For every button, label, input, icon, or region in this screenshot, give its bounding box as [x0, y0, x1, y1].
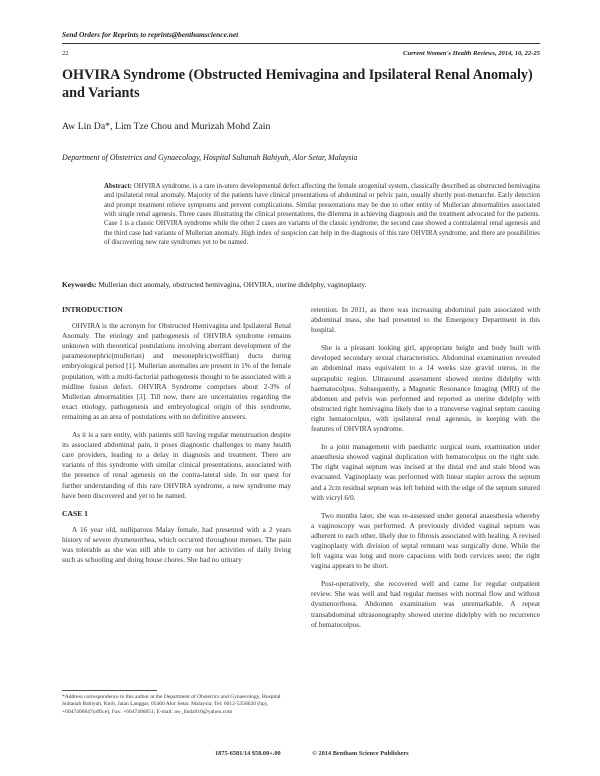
correspondence-footnote: *Address correspondence to this author at the Department of Obstetrics and Gynaecology, Hospital Sultanah Bahiyah, Km6, Jalan Langgar, 05460 Alor Setar, Malaysia; Tel: 6012-5358620 (hp), +6047406847(office); Fax: +6047406851; E-mail: aw_linda910@yahoo.com — [62, 694, 281, 715]
affiliation: Department of Obstetrics and Gynaecology, Hospital Sultanah Bahiyah, Alor Setar, Malaysia — [62, 153, 358, 162]
abstract-label: Abstract: — [104, 183, 132, 190]
page-footer — [215, 750, 439, 757]
abstract — [104, 182, 540, 247]
page-number: 22 — [62, 50, 69, 57]
case-paragraph-3: She is a pleasant looking girl, appropriate height and body built with developed secondary sexual characteristics. Abdominal examination revealed an abdominal mass equivalent to a 14 weeks size gravid uterus, in the suprapubic region. Ultrasound assessment showed uterine didelphy with haematocolpus. Subsequently, a Magnetic Resonance Imaging (MRI) of the abdomen and pelvis was performed and reported as uterine didelphy with obstructed right hemivagina likely due to a transverse vaginal septum causing right hematocolpus, with ipsilateral renal agenesis, in keeping with the features of OHVIRA syndrome. — [311, 344, 540, 434]
intro-paragraph-2: As it is a rare entity, with patients still having regular menstruation despite its associated abdominal pain, it poses diagnostic challenges to many health care providers, leading to a delay in diagnosis and treatment. There are variants of this syndrome with similar clinical presentations, associated with the presence of renal agenesis on the contra-lateral side. In our quest for further understanding of this rare OHVIRA syndrome, a new syndrome may have been discovered and yet to be named. — [62, 431, 291, 500]
issn-price: 1875-6581/14 $58.00+.00 — [215, 750, 281, 757]
footnote-rule — [62, 690, 157, 691]
copyright: © 2014 Bentham Science Publishers — [312, 750, 409, 757]
authors: Aw Lin Da*, Lim Tze Chou and Murizah Mohd Zain — [62, 121, 271, 132]
case-paragraph-5: Two months later, she was re-assessed under general anaesthesia whereby a vaginoscopy was performed. A previously divided vaginal septum was adherent to each other, likely due to fibrosis associated with healing. A revised vaginoplasty with division of septal remnant was surgically done. While the left vagina was long and more capacious with both cervices seen; the right vagina appears to be short. — [311, 511, 540, 571]
left-column — [62, 305, 291, 573]
keywords-text: Mullerian duct anomaly, obstructed hemivagina, OHVIRA, uterine didelphy, vaginoplasty. — [98, 280, 367, 289]
journal-citation: Current Women's Health Reviews, 2014, 10, 22-25 — [403, 50, 540, 57]
right-column — [311, 305, 540, 638]
intro-paragraph-1: OHVIRA is the acronym for Obstructed Hemivagina and Ipsilateral Renal Anomaly. The etiology and pathogenesis of OHVIRA syndrome remains unknown with theoretical postulations involving aberrant development of the paramesonephric(mullerian) and mesonephric(wolffian) ducts during embryological period [1]. Mullerian anomalies are present in 1% of the female population, with a multi-factorial pathogenesis thought to be associated with a midline fusion defect. OHVIRA Syndrome comprises about 2-3% of Mullerian abnormalities [3]. Till now, there are uncertainties regarding the exact etiology, pathogenesis and embryological origin of this syndrome, remaining as an area of postulations with no definitive answers. — [62, 322, 291, 421]
abstract-text: OHVIRA syndrome, is a rare in-utero developmental defect affecting the female urogenital system, classically described as obstructed hemivagina and ipsilateral renal anomaly. Majority of the patients have clinical presentations of abdominal or pelvic pain, usually shortly post-menarche. Early detection and prompt treatment relieve symptoms and prevent complications. Similar presentations may be due to other entity of Mullerian abnormalities associated with single renal agenesis. Three cases illustrating the clinical presentations, the dilemma in achieving diagnosis and the treatment advocated for the patients. Case 1 is a classic OHVIRA syndrome while the other 2 cases are variants of the classic syndrome; the second case showed a contralateral renal agenesis and the third case had variants of Mullerian anomaly. High index of suspicion can help in the diagnosis of this rare OHVIRA syndrome, and there are possibilities of discovering new rare syndromes yet to be named. — [104, 183, 540, 247]
reprints-notice: Send Orders for Reprints to reprints@benthamscience.net — [62, 30, 239, 39]
case-paragraph-1: A 16 year old, nulliparous Malay female, had presented with a 2 years history of severe dysmenorrhea, which occurred throughout menses. The pain was tolerable as she was still able to carry out her activities of daily living such as schooling and doing house chores. She had no urinary — [62, 525, 291, 565]
case-paragraph-4: In a joint management with paediatric surgical team, examination under anaesthesia showed vaginal duplication with hematocolpus on the right side. The right vaginal septum was incised at the distal end and stale blood was evacuated. Vaginoplasty was performed with linear stapler across the septum and a 2cm residual septum was left behind with the edge of the septum sutured with vicryl 6/0. — [311, 443, 540, 502]
header-rule — [62, 43, 540, 44]
reprints-header — [62, 30, 540, 44]
intro-heading: INTRODUCTION — [62, 305, 123, 314]
keywords — [62, 280, 540, 289]
keywords-label: Keywords: — [62, 280, 97, 289]
case-heading: CASE 1 — [62, 508, 88, 518]
case-paragraph-6: Post-operatively, she recovered well and came for regular outpatient review. She was well and had regular menses with normal flow and without dysmenorrhoea. Abdomen examination was unremarkable. A repeat transabdominal ultrasonography showed uterine didelphy with no recurrence of hematocolpos. — [311, 580, 540, 629]
running-header — [62, 50, 540, 57]
case-paragraph-2: retention. In 2011, as there was increasing abdominal pain associated with abdominal mass, she had presented to the Emergency Department in this hospital. — [311, 306, 540, 335]
article-title: OHVIRA Syndrome (Obstructed Hemivagina and Ipsilateral Renal Anomaly) and Variants — [62, 67, 533, 101]
